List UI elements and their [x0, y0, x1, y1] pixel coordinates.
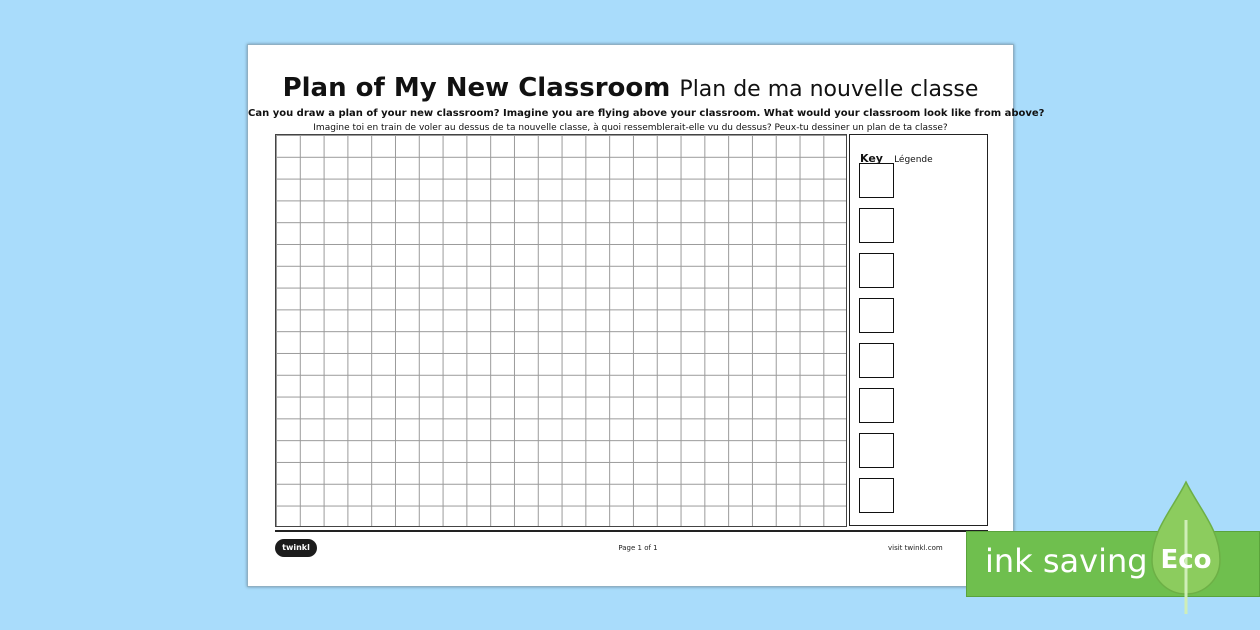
worksheet-title [248, 75, 1013, 101]
key-panel [849, 134, 988, 526]
key-square [859, 478, 894, 513]
title-english: Plan of My New Classroom [282, 73, 671, 103]
key-square [859, 208, 894, 243]
drawing-grid [275, 134, 847, 527]
key-label-french: Légende [894, 155, 933, 165]
twinkl-logo: twinkl [275, 539, 317, 557]
key-square [859, 343, 894, 378]
key-square [859, 163, 894, 198]
key-square [859, 433, 894, 468]
visit-link-text: visit twinkl.com [888, 544, 943, 552]
footer-divider [275, 530, 988, 532]
key-label-english: Key [860, 152, 883, 165]
instructions-french: Imagine toi en train de voler au dessus de ta nouvelle classe, à quoi ressemblerait-elle vu du dessus? Peux-tu dessiner un plan de ta classe? [313, 123, 948, 133]
eco-leaf-icon [1148, 480, 1224, 615]
instructions-english: Can you draw a plan of your new classroom? Imagine you are flying above your classroom. What would your classroom look like from above? [248, 108, 1045, 119]
title-french: Plan de ma nouvelle classe [679, 77, 979, 102]
key-square [859, 298, 894, 333]
worksheet-page [247, 44, 1045, 587]
key-square [859, 253, 894, 288]
page-number: Page 1 of 1 [618, 544, 658, 552]
ink-saving-label: ink saving [985, 542, 1148, 580]
eco-label: Eco [1160, 545, 1212, 575]
key-square [859, 388, 894, 423]
